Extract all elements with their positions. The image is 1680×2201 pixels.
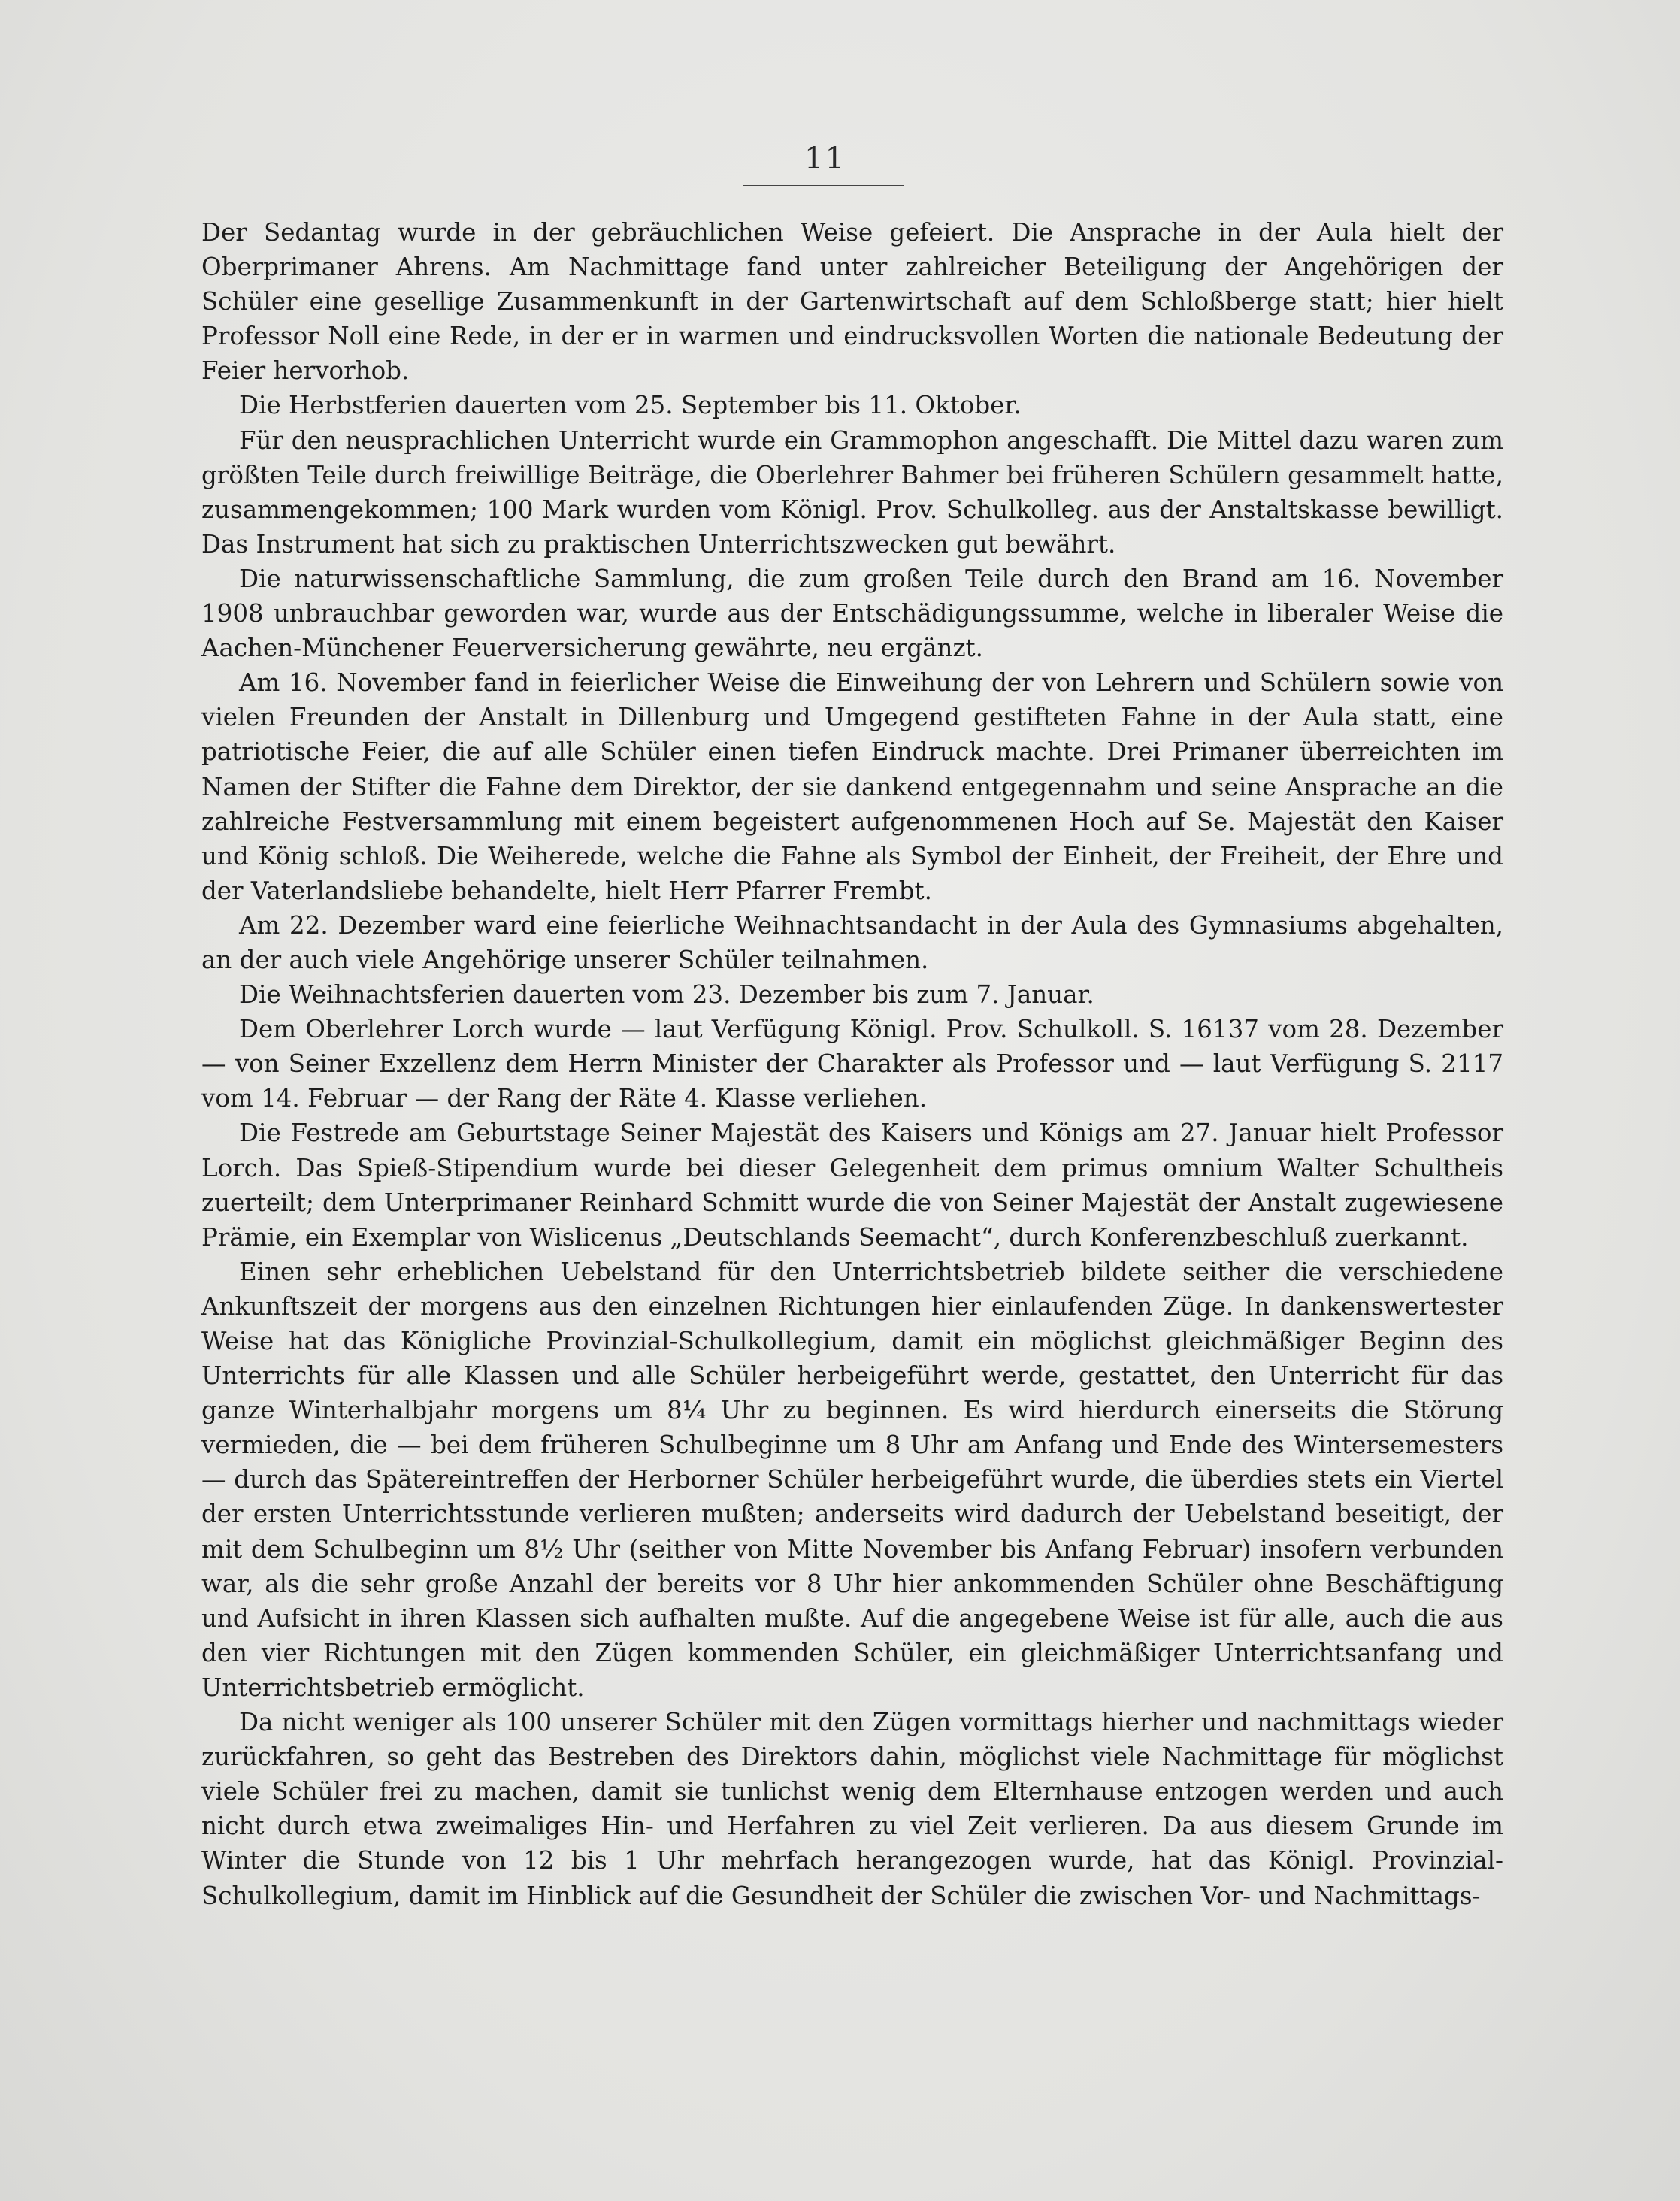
paragraph-unterrichtsbeginn: Einen sehr erheblichen Uebelstand für den Unterrichtsbetrieb bildete seither die verschiedene Ankunftszeit der morgens aus den einzelnen Richtungen hier einlaufenden Züge. In dankenswertester Weise hat das Königliche Provinzial-Schulkollegium, damit ein möglichst gleichmäßiger Beginn des Unterrichts für alle Klassen und alle Schüler herbeigeführt werde, gestattet, den Unterricht für das ganze Winterhalbjahr morgens um 8¼ Uhr zu beginnen. Es wird hierdurch einerseits die Störung vermieden, die — bei dem früheren Schulbeginne um 8 Uhr am Anfang und Ende des Wintersemesters — durch das Spätereintreffen der Herborner Schüler herbeigeführt wurde, die überdies stets ein Viertel der ersten Unterrichtsstunde verlieren mußten; anderseits wird dadurch der Uebelstand beseitigt, der mit dem Schulbeginn um 8½ Uhr (seither von Mitte November bis Anfang Februar) insofern verbunden war, als die sehr große Anzahl der bereits vor 8 Uhr hier ankommenden Schüler ohne Beschäftigung und Aufsicht in ihren Klassen sich aufhalten mußte. Auf die angegebene Weise ist für alle, auch die aus den vier Richtungen mit den Zügen kommenden Schüler, ein gleichmäßiger Unterrichtsanfang und Unterrichtsbetrieb ermöglicht. [201,1257,1503,1702]
paragraph-sedantag: Der Sedantag wurde in der gebräuchlichen Weise gefeiert. Die Ansprache in der Aula hielt der Oberprimaner Ahrens. Am Nachmittage fand unter zahlreicher Beteiligung der Angehörigen der Schüler eine gesellige Zusammenkunft in der Gartenwirtschaft auf dem Schloßberge statt; hier hielt Professor Noll eine Rede, in der er in warmen und eindrucksvollen Worten die nationale Bedeutung der Feier hervorhob. [201,218,1503,386]
body-text [201,215,1503,1913]
paragraph-grammophon: Für den neusprachlichen Unterricht wurde ein Grammophon angeschafft. Die Mittel dazu waren zum größten Teile durch freiwillige Beiträge, die Oberlehrer Bahmer bei früheren Schülern gesammelt hatte, zusammengekommen; 100 Mark wurden vom Königl. Prov. Schulkolleg. aus der Anstaltskasse bewilligt. Das Instrument hat sich zu praktischen Unterrichtszwecken gut bewährt. [201,425,1503,559]
paragraph-festrede: Die Festrede am Geburtstage Seiner Majestät des Kaisers und Königs am 27. Januar hielt Professor Lorch. Das Spieß-Stipendium wurde bei dieser Gelegenheit dem primus omnium Walter Schultheis zuerteilt; dem Unterprimaner Reinhard Schmitt wurde die von Seiner Majestät der Anstalt zugewiesene Prämie, ein Exemplar von Wislicenus „Deutschlands Seemacht“, durch Konferenzbeschluß zuerkannt. [201,1119,1503,1252]
header-rule [743,185,904,186]
paragraph-lorch: Dem Oberlehrer Lorch wurde — laut Verfügung Königl. Prov. Schulkoll. S. 16137 vom 28. Dezember — von Seiner Exzellenz dem Herrn Minister der Charakter als Professor und — laut Verfügung S. 2117 vom 14. Februar — der Rang der Räte 4. Klasse verliehen. [201,1015,1503,1113]
paragraph-weihnachtsferien: Die Weihnachtsferien dauerten vom 23. Dezember bis zum 7. Januar. [239,980,1094,1010]
paragraph-nachmittage: Da nicht weniger als 100 unserer Schüler mit den Zügen vormittags hierher und nachmittags wieder zurückfahren, so geht das Bestreben des Direktors dahin, möglichst viele Nachmittage für möglichst viele Schüler frei zu machen, damit sie tunlichst wenig dem Elternhause entzogen werden und auch nicht durch etwa zweimaliges Hin- und Herfahren zu viel Zeit verlieren. Da aus diesem Grunde im Winter die Stunde von 12 bis 1 Uhr mehrfach herangezogen wurde, hat das Königl. Provinzial-Schulkollegium, damit im Hinblick auf die Gesundheit der Schüler die zwischen Vor- und Nachmittags- [201,1708,1503,1910]
paragraph-sammlung: Die naturwissenschaftliche Sammlung, die zum großen Teile durch den Brand am 16. November 1908 unbrauchbar geworden war, wurde aus der Entschädigungssumme, welche in liberaler Weise die Aachen-Münchener Feuerversicherung gewährte, neu ergänzt. [201,564,1503,663]
paragraph-weihnachtsandacht: Am 22. Dezember ward eine feierliche Weihnachtsandacht in der Aula des Gymnasiums abgehalten, an der auch viele Angehörige unserer Schüler teilnahmen. [201,910,1503,974]
paragraph-fahnenweihe: Am 16. November fand in feierlicher Weise die Einweihung der von Lehrern und Schülern sowie von vielen Freunden der Anstalt in Dillenburg und Umgegend gestifteten Fahne in der Aula statt, eine patriotische Feier, die auf alle Schüler einen tiefen Eindruck machte. Drei Primaner überreichten im Namen der Stifter die Fahne dem Direktor, der sie dankend entgegennahm und seine Ansprache an die zahlreiche Festversammlung mit einem begeistert aufgenommenen Hoch auf Se. Majestät den Kaiser und König schloß. Die Weiherede, welche die Fahne als Symbol der Einheit, der Freiheit, der Ehre und der Vaterlandsliebe behandelte, hielt Herr Pfarrer Frembt. [201,668,1503,905]
paragraph-herbstferien: Die Herbstferien dauerten vom 25. September bis 11. Oktober. [239,391,1022,420]
page-number: 11 [804,141,846,176]
